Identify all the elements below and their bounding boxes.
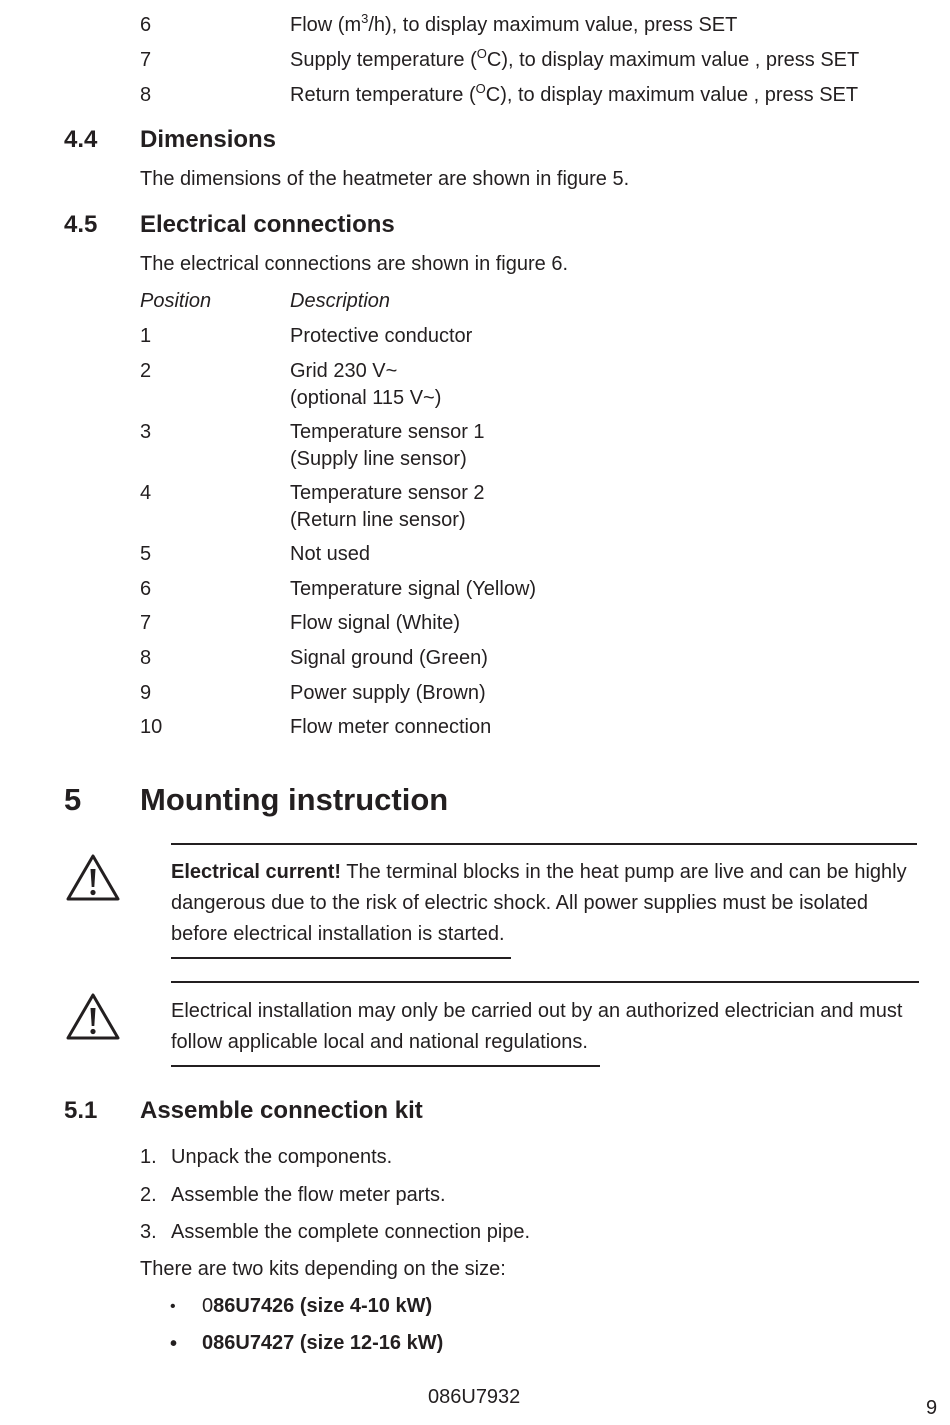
list-number: 6 xyxy=(140,14,152,36)
column-header-position: Position xyxy=(140,290,212,312)
warning-electrical-current: Electrical current! The terminal blocks in the heat pump are live and can be highly dangerous due to the risk of electric shock. All power supplies must be isolated before electrical installation is started. xyxy=(171,861,907,945)
warning-triangle-icon xyxy=(65,853,121,903)
section-title: Electrical connections xyxy=(140,211,395,238)
document-code: 086U7932 xyxy=(428,1386,521,1408)
table-cell-description: Signal ground (Green) xyxy=(290,647,488,669)
list-item: Return temperature ($^O$C), to display maximum value , press SET xyxy=(290,81,859,106)
section-number: 5.1 xyxy=(64,1097,98,1124)
section-title: Dimensions xyxy=(140,126,277,153)
step-number: 1. xyxy=(140,1146,157,1168)
table-cell-position: 9 xyxy=(140,682,152,704)
warning-bottom-rule xyxy=(171,957,511,959)
table-cell-description: Temperature sensor 1 xyxy=(290,421,485,443)
step-number: 2. xyxy=(140,1184,157,1206)
warning-authorized-electrician: Electrical installation may only be carried out by an authorized electrician and must follow applicable local and national regulations. xyxy=(171,1000,903,1053)
table-cell-position: 10 xyxy=(140,716,163,738)
table-cell-description: Protective conductor xyxy=(290,325,473,347)
chapter-number: 5 xyxy=(64,782,82,817)
kit-item: 086U7427 (size 12-16 kW) xyxy=(202,1332,444,1354)
table-cell-description: Grid 230 V~ xyxy=(290,360,398,382)
step-text: Assemble the complete connection pipe. xyxy=(171,1221,531,1243)
warning-triangle-icon xyxy=(65,992,121,1042)
warning-bottom-rule xyxy=(171,1065,600,1067)
bullet: • xyxy=(170,1333,178,1355)
table-cell-description-line2: (Supply line sensor) xyxy=(290,448,467,470)
chapter-title: Mounting instruction xyxy=(140,782,449,817)
table-cell-description: Not used xyxy=(290,543,371,565)
table-cell-position: 7 xyxy=(140,612,152,634)
column-header-description: Description xyxy=(290,290,391,312)
list-number: 8 xyxy=(140,84,152,106)
table-cell-description: Temperature sensor 2 xyxy=(290,482,485,504)
kits-intro: There are two kits depending on the size: xyxy=(140,1258,506,1280)
section-text: The electrical connections are shown in figure 6. xyxy=(140,253,569,275)
section-text: The dimensions of the heatmeter are shown in figure 5. xyxy=(140,168,630,190)
page-number: 9 xyxy=(926,1397,938,1419)
list-item: Supply temperature ($^O$C), to display maximum value , press SET xyxy=(290,46,860,71)
table-cell-description: Flow signal (White) xyxy=(290,612,461,634)
table-cell-description-line2: (Return line sensor) xyxy=(290,509,466,531)
section-number: 4.4 xyxy=(64,126,98,153)
table-cell-position: 4 xyxy=(140,482,152,504)
warning-top-rule xyxy=(171,843,917,845)
warning-emphasis: Electrical current! xyxy=(171,861,342,883)
table-cell-position: 5 xyxy=(140,543,152,565)
bullet: • xyxy=(170,1298,176,1315)
table-cell-position: 2 xyxy=(140,360,152,382)
table-cell-description: Flow meter connection xyxy=(290,716,492,738)
step-number: 3. xyxy=(140,1221,157,1243)
section-number: 4.5 xyxy=(64,211,98,238)
table-cell-description: Temperature signal (Yellow) xyxy=(290,578,537,600)
table-cell-description: Power supply (Brown) xyxy=(290,682,486,704)
step-text: Unpack the components. xyxy=(171,1146,393,1168)
warning-top-rule xyxy=(171,981,919,983)
table-cell-position: 3 xyxy=(140,421,152,443)
list-number: 7 xyxy=(140,49,152,71)
step-text: Assemble the flow meter parts. xyxy=(171,1184,446,1206)
section-title: Assemble connection kit xyxy=(140,1097,423,1124)
table-cell-position: 6 xyxy=(140,578,152,600)
table-cell-position: 8 xyxy=(140,647,152,669)
list-item: Flow $(m^3/h)$, to display maximum value, press SET xyxy=(290,11,738,36)
table-cell-position: 1 xyxy=(140,325,152,347)
kit-item: 086U7426 (size 4-10 kW) xyxy=(202,1295,433,1317)
table-cell-description-line2: (optional 115 V~) xyxy=(290,387,442,409)
